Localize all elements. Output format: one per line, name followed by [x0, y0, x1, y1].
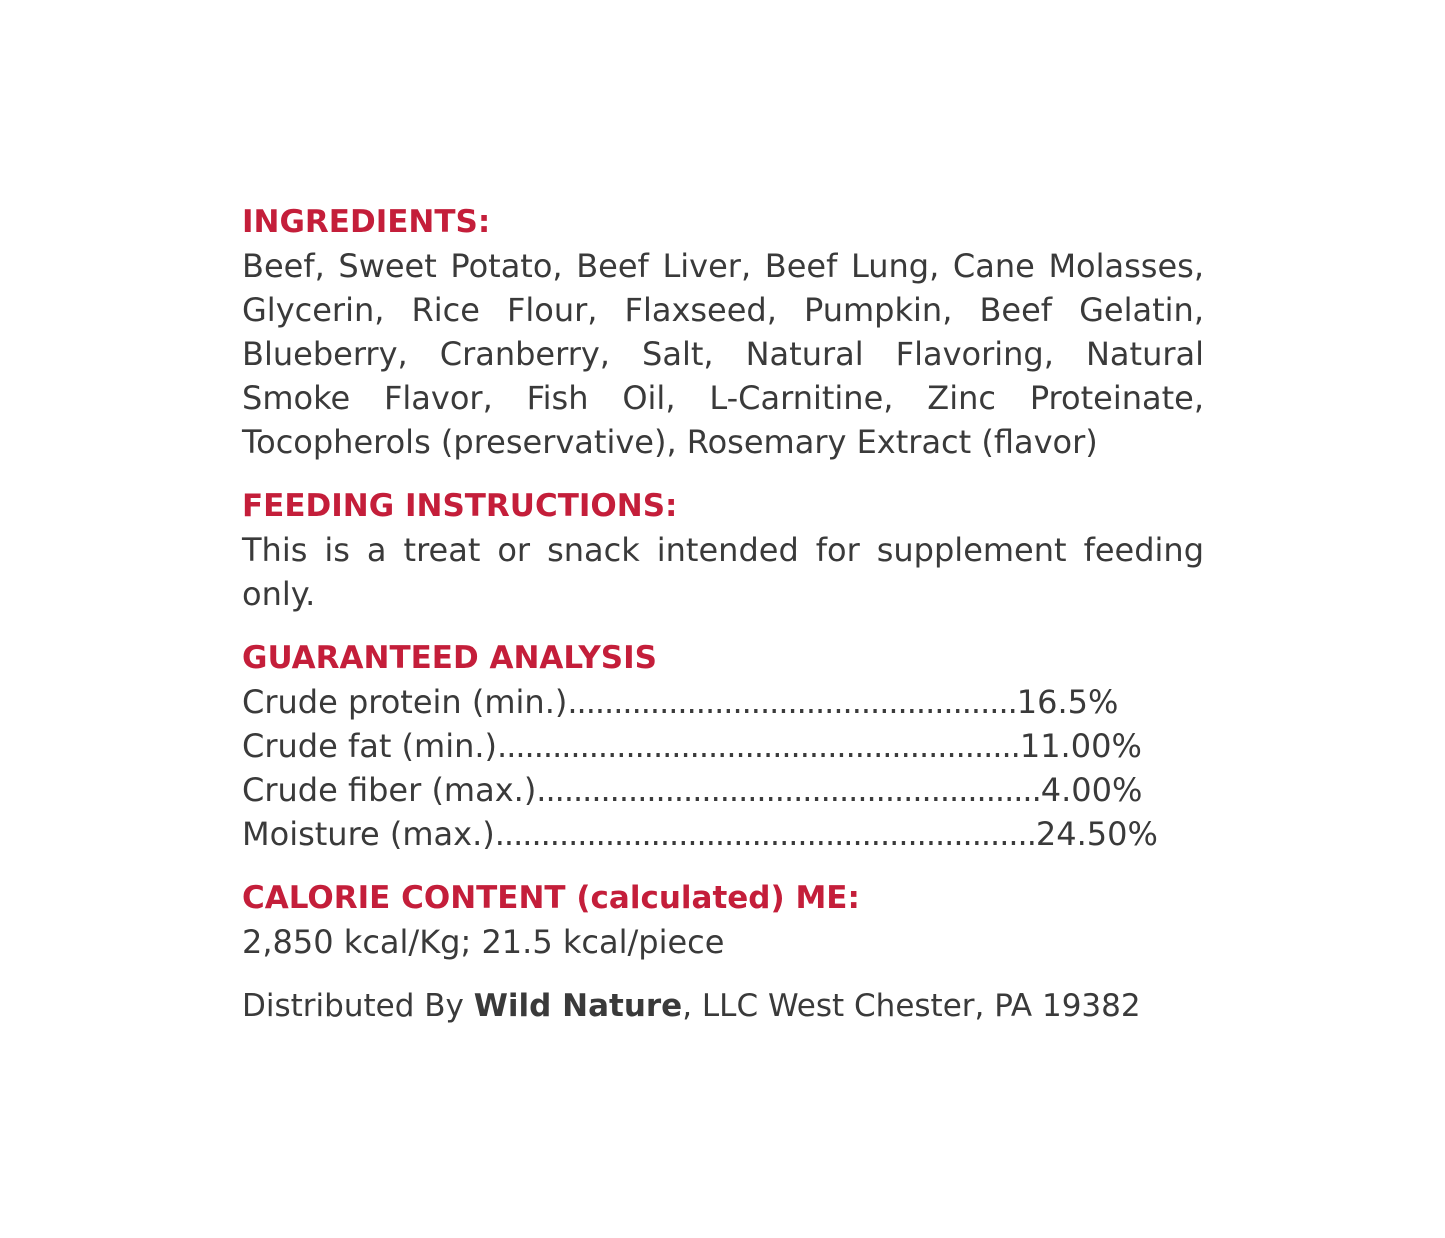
analysis-section — [242, 636, 1204, 856]
leader-dots: ................................................. — [567, 683, 1017, 721]
distributor-brand: Wild Nature — [473, 988, 683, 1024]
calorie-section — [242, 876, 1204, 964]
analysis-row — [242, 680, 1124, 724]
leader-dots: ....................................................... — [536, 771, 1041, 809]
ingredients-heading: INGREDIENTS: — [242, 204, 491, 240]
analysis-value: 4.00% — [1040, 771, 1143, 809]
feeding-section — [242, 484, 1204, 616]
analysis-value: 24.50% — [1035, 815, 1158, 853]
analysis-row — [242, 724, 1148, 768]
analysis-value: 11.00% — [1019, 727, 1142, 765]
distributor-suffix: , LLC West Chester, PA 19382 — [682, 988, 1141, 1024]
analysis-row — [242, 768, 1144, 812]
label-panel — [242, 200, 1204, 1028]
ingredients-text: Beef, Sweet Potato, Beef Liver, Beef Lung, Cane Molasses, Glycerin, Rice Flour, Flaxseed, Pumpkin, Beef Gelatin, Blueberry, Cranberry, Salt, Natural Flavoring, Natural Smoke Flavor, Fish Oil, L-Carnitine, Zinc Proteinate, Tocopherols (preservative), Rosemary Extract (flavor) — [242, 247, 1204, 461]
calorie-heading: CALORIE CONTENT (calculated) ME: — [242, 880, 860, 916]
analysis-label: Crude fat (min.) — [242, 727, 498, 765]
leader-dots: ......................................................... — [497, 727, 1020, 765]
analysis-value: 16.5% — [1016, 683, 1119, 721]
leader-dots: ........................................................... — [494, 815, 1036, 853]
analysis-label: Crude protein (min.) — [242, 683, 568, 721]
feeding-heading: FEEDING INSTRUCTIONS: — [242, 488, 678, 524]
analysis-row — [242, 812, 1162, 856]
distributor-line — [242, 984, 1204, 1028]
analysis-label: Moisture (max.) — [242, 815, 495, 853]
ingredients-section — [242, 200, 1204, 464]
feeding-text: This is a treat or snack intended for supplement feeding only. — [242, 531, 1204, 613]
calorie-text: 2,850 kcal/Kg; 21.5 kcal/piece — [242, 923, 725, 961]
distributor-prefix: Distributed By — [242, 988, 474, 1024]
analysis-heading: GUARANTEED ANALYSIS — [242, 640, 657, 676]
analysis-label: Crude fiber (max.) — [242, 771, 537, 809]
